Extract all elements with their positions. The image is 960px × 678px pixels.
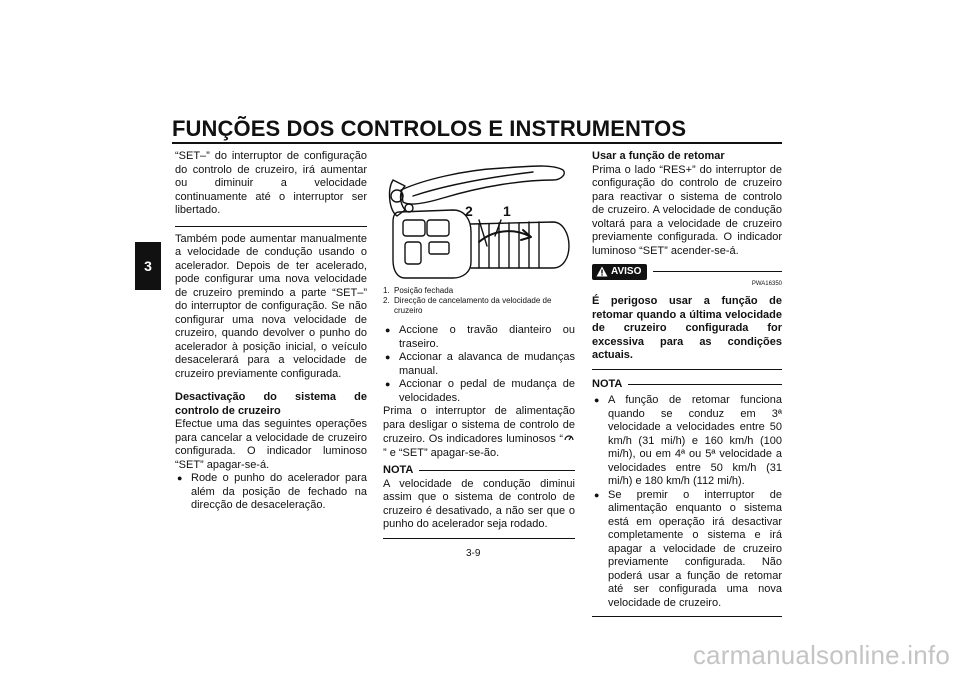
figure-captions xyxy=(383,286,575,316)
paragraph: Prima o interruptor de alimentação para desligar o sistema de controlo de cruzeiro. Os indicadores luminosos “” e “SET” apagar-se-ão. xyxy=(383,405,575,459)
figure-label-2: 2 xyxy=(465,203,473,219)
list-item: ● A função de retomar funciona quando se conduz em 3ª velocidade a velocidades entre 50 km/h (31 mi/h) e 160 km/h (100 mi/h), ou em 4ª ou 5ª velocidade a velocidades entre 50 km/h (31 mi/h) e 180 km/h (112 mi/h). xyxy=(592,394,782,489)
section-heading: Desactivação do sistema de controlo de cruzeiro xyxy=(175,391,367,417)
paragraph: Efectue uma das seguintes operações para cancelar a velocidade de cruzeiro configurada. O indicador luminoso “SET” apagar-se-á. xyxy=(175,418,367,471)
title-rule xyxy=(172,142,782,144)
warning-triangle-icon xyxy=(596,266,608,277)
warning-text: É perigoso usar a função de retomar quando a última velocidade de cruzeiro configurada for excessiva para as condições actuais. xyxy=(592,295,782,361)
caption-item: 1. Posição fechada xyxy=(383,286,454,295)
cruise-indicator-icon xyxy=(563,432,575,447)
chapter-tab: 3 xyxy=(135,242,161,290)
paragraph: Prima o lado “RES+” do interruptor de configuração do controlo de cruzeiro para reactivar o sistema de controlo de cruzeiro. A velocidade de condução voltará para a velocidade de cruzeiro previamente configurada. O indicador luminoso “SET” acender-se-á. xyxy=(592,163,782,257)
divider xyxy=(592,616,782,617)
warning-code: PWA16350 xyxy=(751,280,782,287)
note-header: NOTA xyxy=(383,464,575,478)
divider xyxy=(592,369,782,370)
page-title: FUNÇÕES DOS CONTROLOS E INSTRUMENTOS xyxy=(172,116,687,141)
list-item: ● Accionar a alavanca de mudanças manual. xyxy=(383,351,575,378)
page-number: 3-9 xyxy=(466,548,481,559)
column-3 xyxy=(592,150,782,617)
caption-item: 2. Direcção de cancelamento da velocidade de cruzeiro xyxy=(383,296,552,315)
divider xyxy=(383,538,575,539)
divider xyxy=(175,226,367,227)
warning-badge: AVISO xyxy=(592,264,647,280)
note-text: A velocidade de condução diminui assim que o sistema de controlo de cruzeiro é desativado, a não ser que o punho do acelerador seja rodado. xyxy=(383,477,575,531)
column-2 xyxy=(383,150,575,539)
paragraph: “SET–” do interruptor de configuração do controlo de cruzeiro, irá aumentar ou diminuir a velocidade continuamente até o interruptor ser libertado. xyxy=(175,150,367,216)
handlebar-figure xyxy=(383,150,575,282)
list-item: ● Se premir o interruptor de alimentação enquanto o sistema está em operação irá desactivar completamente o sistema e irá apagar a velocidade de cruzeiro previamente configurada. Não poderá usar a função de retomar até ser configurada uma nova velocidade de cruzeiro. xyxy=(592,489,782,611)
column-1 xyxy=(175,150,367,513)
figure-label-1: 1 xyxy=(503,203,511,219)
note-header: NOTA xyxy=(592,378,782,392)
paragraph: Também pode aumentar manualmente a velocidade de condução usando o acelerador. Depois de ter acelerado, pode configurar uma nova velocidade de cruzeiro premindo a parte “SET–” do interruptor de configuração. Se não configurar uma nova velocidade de cruzeiro, quando devolver o punho do acelerador à posição inicial, o veículo desacelerará para a velocidade de cruzeiro previamente configurada. xyxy=(175,232,367,380)
watermark: carmanualsonline.info xyxy=(692,640,950,670)
section-heading: Usar a função de retomar xyxy=(592,150,725,162)
list-item: ● Rode o punho do acelerador para além da posição de fechado na direcção de desaceleração. xyxy=(175,472,367,513)
handlebar-illustration xyxy=(383,150,575,282)
list-item: ● Accionar o pedal de mudança de velocidades. xyxy=(383,378,575,405)
list-item: ● Accione o travão dianteiro ou traseiro. xyxy=(383,324,575,351)
